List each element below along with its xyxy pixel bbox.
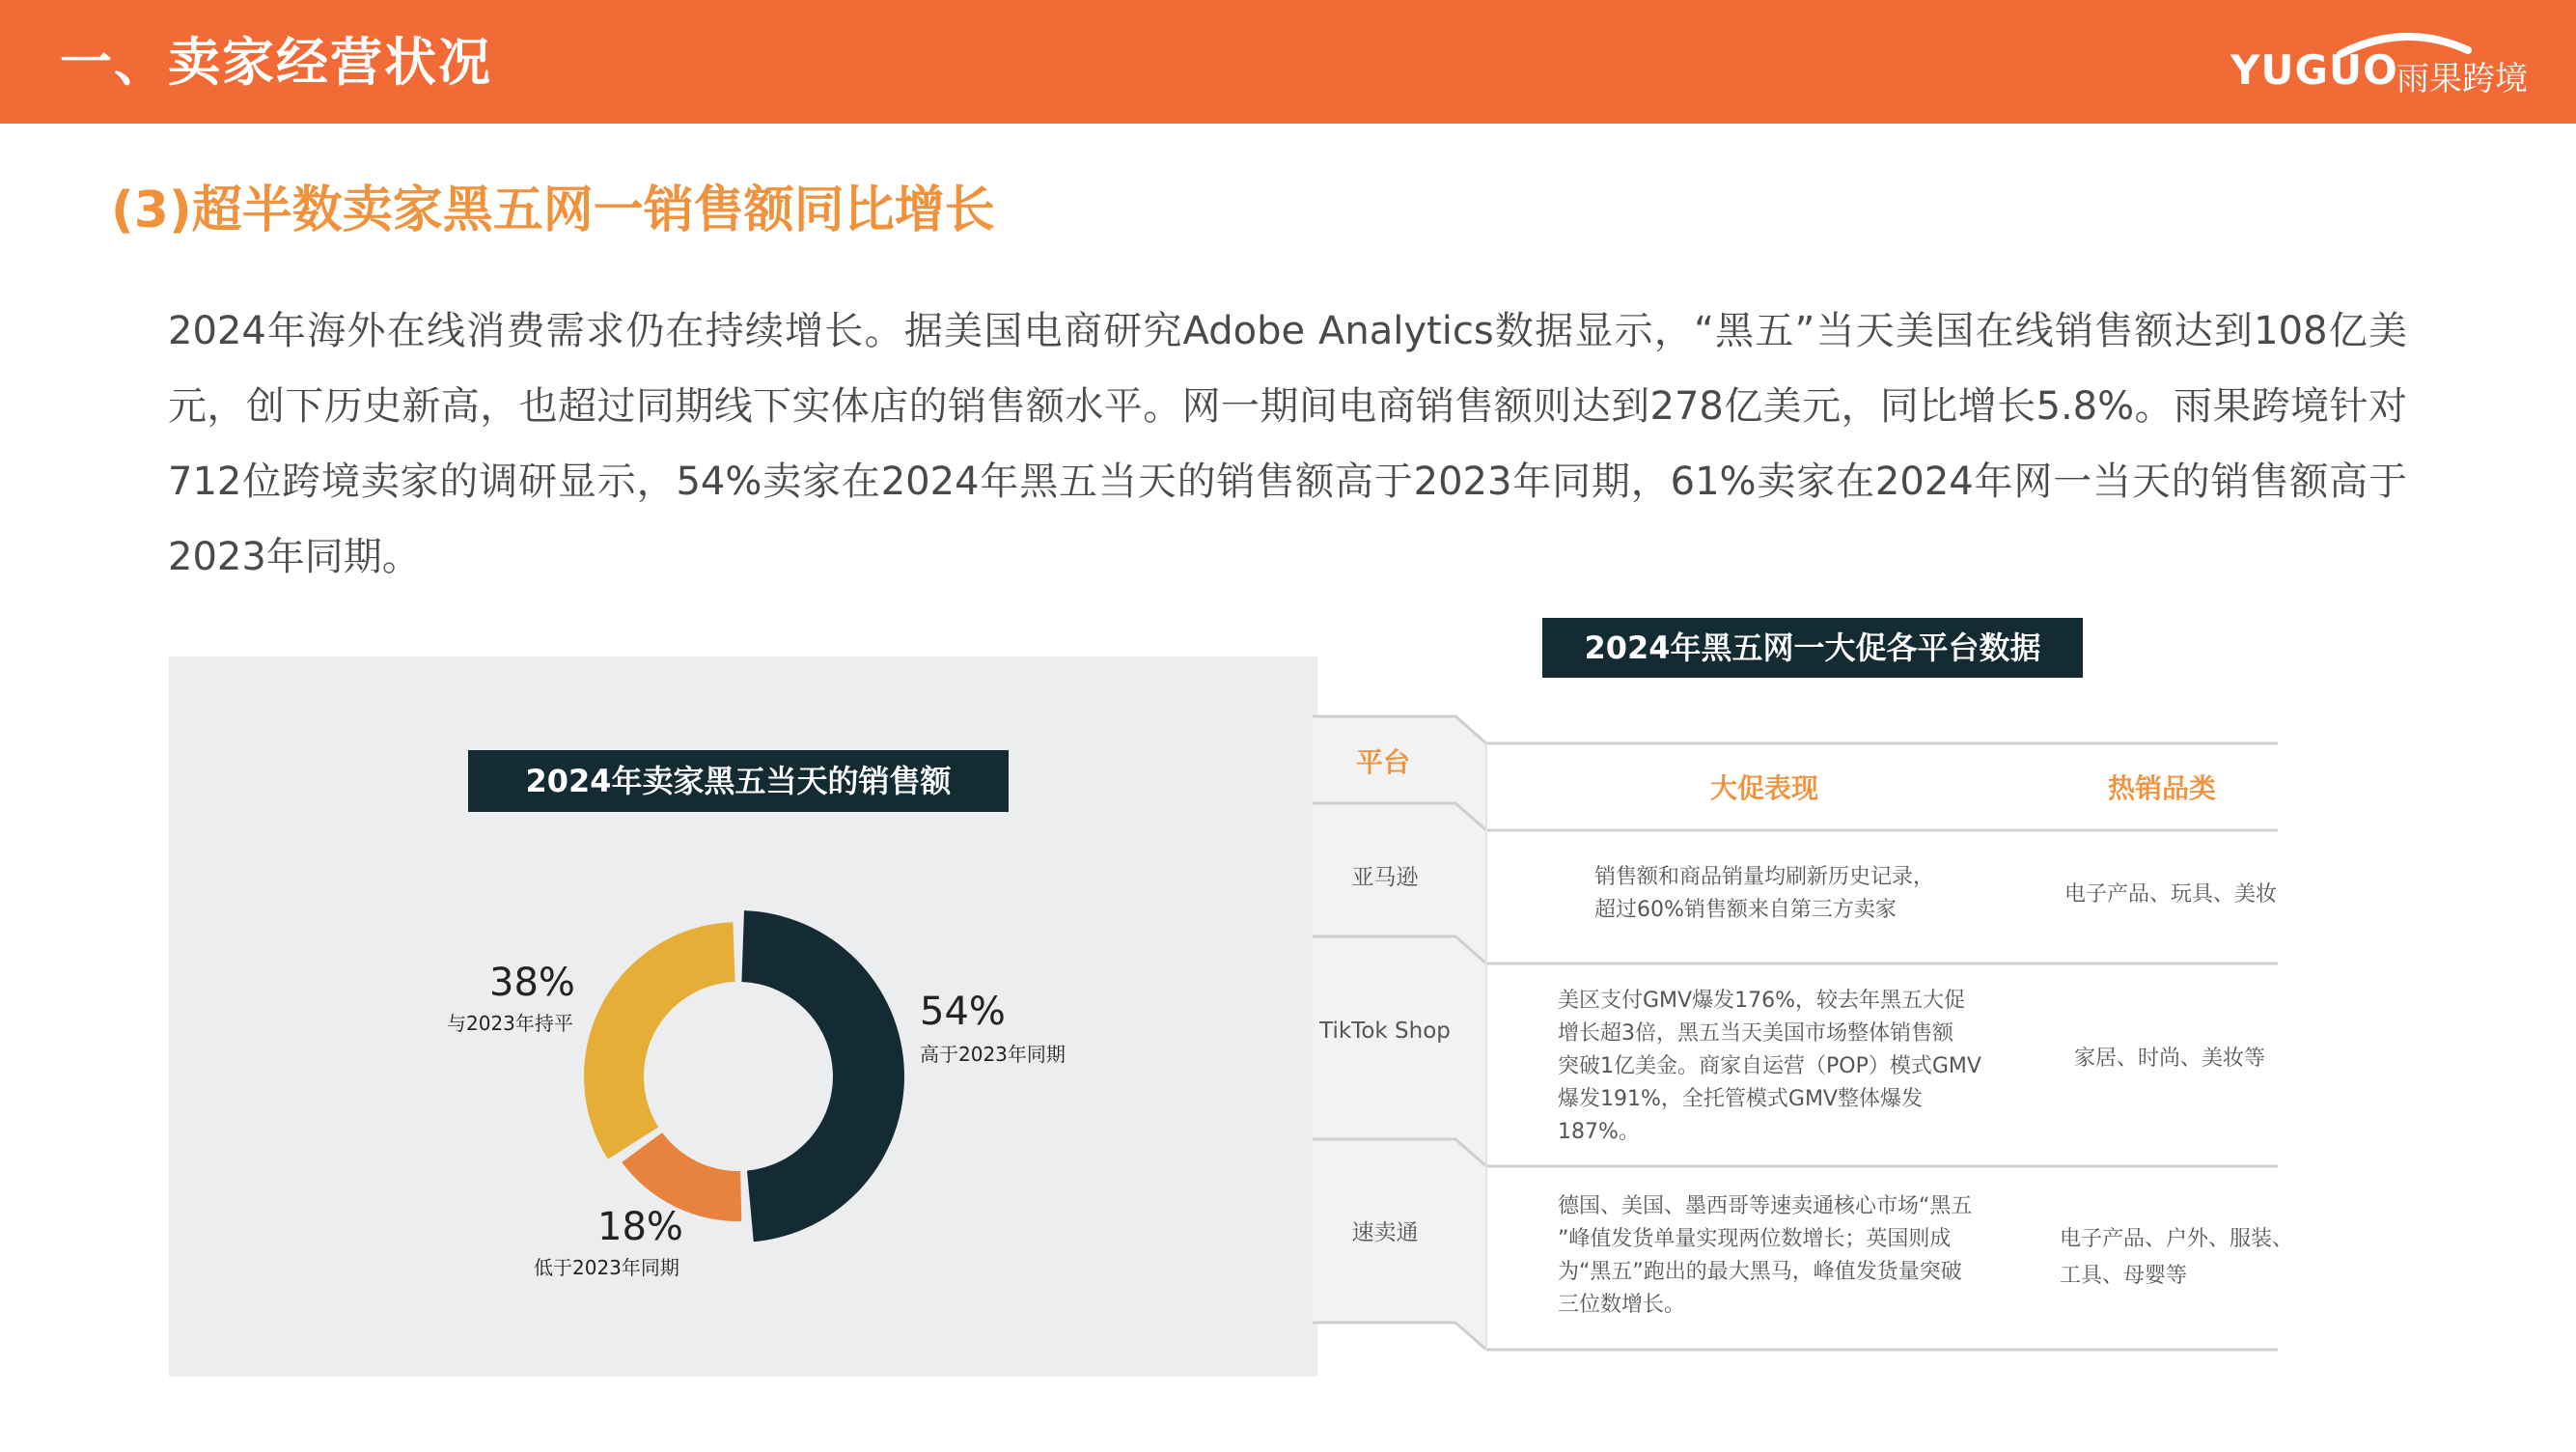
header-bar xyxy=(0,0,2576,124)
pct-sub-higher: 高于2023年同期 xyxy=(920,1043,1066,1066)
pct-sub-lower: 低于2023年同期 xyxy=(534,1256,679,1279)
platform-amazon: 亚马逊 xyxy=(1351,865,1419,890)
donut-slice-2 xyxy=(584,922,735,1159)
yuguo-logo xyxy=(2230,29,2539,97)
donut-slice-0 xyxy=(741,910,904,1242)
platform-aliexpress: 速卖通 xyxy=(1351,1220,1419,1245)
row3-performance xyxy=(1558,1190,1972,1322)
row1-performance-line: 销售额和商品销量均刷新历史记录， xyxy=(1594,865,1935,889)
row3-categories-line: 工具、母婴等 xyxy=(2060,1264,2188,1288)
row3-performance-line: 为“黑五”跑出的最大黑马，峰值发货量突破 xyxy=(1558,1260,1962,1284)
row2-performance-line: 美区支付GMV爆发176%，较去年黑五大促 xyxy=(1558,989,1965,1013)
chart-title: 2024年卖家黑五当天的销售额 xyxy=(468,750,1009,812)
row2-performance-line: 爆发191%，全托管模式GMV整体爆发 xyxy=(1558,1087,1923,1111)
row3-categories-line: 电子产品、户外、服装、 xyxy=(2060,1227,2294,1251)
row3-performance-line: 三位数增长。 xyxy=(1558,1293,1686,1317)
row2-performance-line: 增长超3倍，黑五当天美国市场整体销售额 xyxy=(1558,1021,1953,1046)
row3-categories xyxy=(2060,1221,2293,1295)
intro-paragraph: 2024年海外在线消费需求仍在持续增长。据美国电商研究Adobe Analytics数据显示，“黑五”当天美国在线销售额达到108亿美元，创下历史新高，也超过同期线下实体店的销售额水平。网一期间电商销售额则达到278亿美元，同比增长5.8%。雨果跨境针对712位跨境卖家的调研显示，54%卖家在2024年黑五当天的销售额高于2023年同期，61%卖家在2024年网一当天的销售额高于2023年同期。 xyxy=(168,309,2407,579)
row3-performance-line: ”峰值发货单量实现两位数增长；英国则成 xyxy=(1558,1227,1952,1251)
pct-label-lower: 18% xyxy=(597,1205,683,1249)
row2-performance xyxy=(1558,985,1981,1149)
logo-text: YUGUO xyxy=(2230,46,2398,94)
platform-tiktok: TikTok Shop xyxy=(1319,1019,1451,1044)
section-title: 一、卖家经营状况 xyxy=(60,32,492,93)
header-categories: 热销品类 xyxy=(2108,772,2217,804)
header-performance: 大促表现 xyxy=(1710,772,1819,804)
row3-performance-line: 德国、美国、墨西哥等速卖通核心市场“黑五 xyxy=(1558,1194,1973,1218)
row1-performance-line: 超过60%销售额来自第三方卖家 xyxy=(1594,898,1897,922)
row1-performance xyxy=(1594,861,1934,927)
page-subtitle: (3)超半数卖家黑五网一销售额同比增长 xyxy=(111,182,995,239)
table-title: 2024年黑五网一大促各平台数据 xyxy=(1542,618,2083,678)
row1-categories: 电子产品、玩具、美妆 xyxy=(2064,882,2278,907)
logo-cn: 雨果跨境 xyxy=(2396,60,2528,98)
row2-performance-line: 187%。 xyxy=(1558,1120,1640,1144)
pct-sub-flat: 与2023年持平 xyxy=(447,1012,573,1035)
pct-label-flat: 38% xyxy=(489,961,575,1005)
pct-label-higher: 54% xyxy=(920,990,1006,1034)
row2-categories: 家居、时尚、美妆等 xyxy=(2074,1047,2266,1071)
header-platform: 平台 xyxy=(1356,746,1411,778)
donut-chart xyxy=(169,656,1317,1377)
donut-chart-panel xyxy=(169,656,1317,1377)
row2-performance-line: 突破1亿美金。商家自运营（POP）模式GMV xyxy=(1558,1054,1981,1078)
